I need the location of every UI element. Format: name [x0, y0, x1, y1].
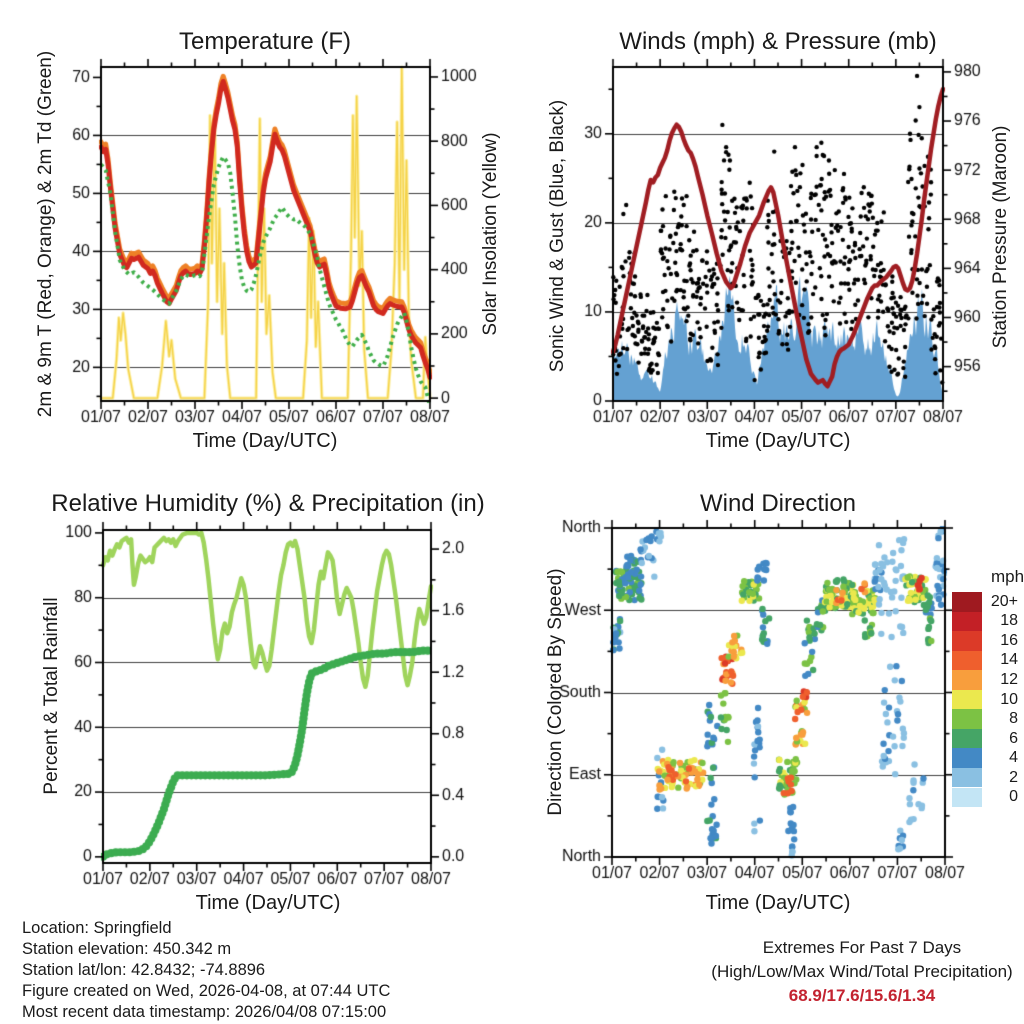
- station-latlon: Station lat/lon: 42.8432; -74.8896: [22, 961, 266, 979]
- colorbar-cell: [952, 592, 982, 612]
- colorbar-title: mph: [991, 567, 1024, 586]
- colorbar-tick-label: 20+: [990, 592, 1018, 610]
- colorbar-cell: [952, 709, 982, 729]
- figure-created: Figure created on Wed, 2026-04-08, at 07:44 UTC: [22, 982, 391, 1000]
- station-location: Location: Springfield: [22, 919, 172, 937]
- extremes-block: [711, 936, 1012, 1008]
- extremes-subtitle: (High/Low/Max Wind/Total Precipitation): [711, 962, 1013, 981]
- temperature-y-left-label: 2m & 9m T (Red, Orange) & 2m Td (Green): [35, 50, 56, 418]
- colorbar-tick-label: 16: [1000, 631, 1018, 649]
- temperature-x-axis-label: Time (Day/UTC): [192, 430, 338, 452]
- solar-y-right-label: Solar Insolation (Yellow): [480, 132, 501, 336]
- colorbar-cell: [952, 612, 982, 632]
- percent-rainfall-y-label: Percent & Total Rainfall: [41, 597, 62, 795]
- extremes-title: Extremes For Past 7 Days: [762, 938, 962, 957]
- extremes-values: 68.9/17.6/15.6/1.34: [788, 986, 936, 1005]
- winds-x-axis-label: Time (Day/UTC): [705, 430, 851, 452]
- colorbar-cell: [952, 690, 982, 710]
- data-timestamp: Most recent data timestamp: 2026/04/08 07:15:00: [22, 1003, 387, 1021]
- humidity-x-axis-label: Time (Day/UTC): [195, 892, 341, 914]
- colorbar-cell: [952, 670, 982, 690]
- temperature-chart-title: Temperature (F): [178, 28, 352, 55]
- colorbar-cell: [952, 768, 982, 788]
- colorbar-tick-label: 2: [1009, 768, 1018, 786]
- wind-gust-y-left-label: Sonic Wind & Gust (Blue, Black): [547, 99, 568, 373]
- colorbar-tick-label: 10: [1000, 690, 1018, 708]
- colorbar-tick-label: 6: [1009, 729, 1018, 747]
- direction-x-axis-label: Time (Day/UTC): [705, 892, 851, 914]
- station-info-block: [22, 918, 390, 1023]
- humidity-precip-chart-title: Relative Humidity (%) & Precipitation (in): [51, 490, 485, 517]
- colorbar-tick-label: 4: [1009, 749, 1018, 767]
- colorbar-tick-label: 18: [1000, 612, 1018, 630]
- pressure-y-right-label: Station Pressure (Maroon): [990, 125, 1011, 349]
- colorbar-cell: [952, 748, 982, 768]
- colorbar-cell: [952, 651, 982, 671]
- direction-y-left-label: Direction (Colored By Speed): [545, 568, 566, 816]
- winds-pressure-chart-title: Winds (mph) & Pressure (mb): [619, 28, 937, 55]
- colorbar-cell: [952, 631, 982, 651]
- colorbar-cell: [952, 729, 982, 749]
- colorbar-tick-label: 14: [1000, 651, 1018, 669]
- colorbar-tick-label: 12: [1000, 670, 1018, 688]
- wind-direction-chart-title: Wind Direction: [699, 490, 857, 517]
- station-elevation: Station elevation: 450.342 m: [22, 940, 232, 958]
- colorbar-cell: [952, 788, 982, 808]
- colorbar-tick-label: 0: [1009, 788, 1018, 806]
- colorbar-tick-label: 8: [1009, 710, 1018, 728]
